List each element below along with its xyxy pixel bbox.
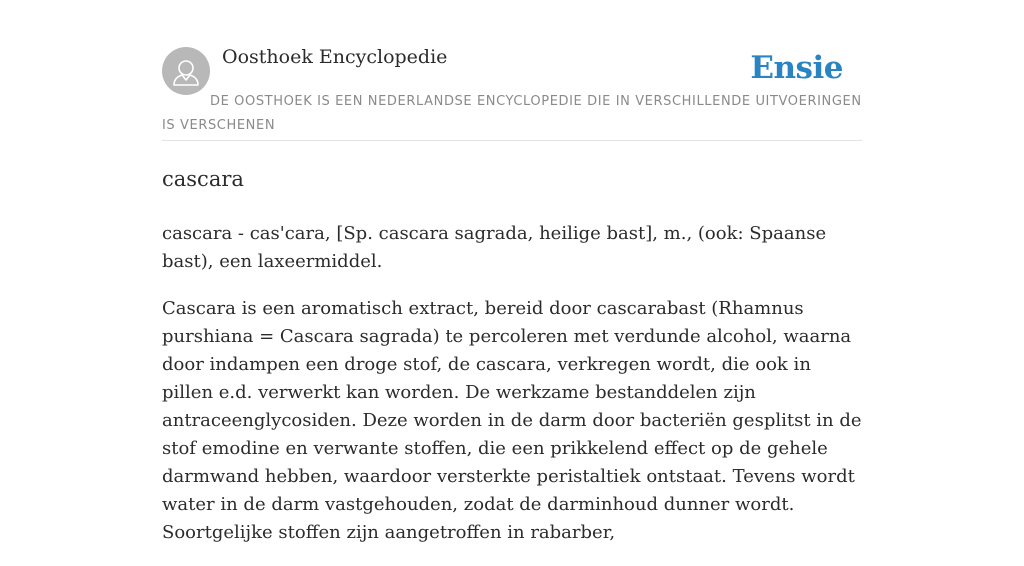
site-header [162, 44, 862, 141]
author-avatar[interactable] [162, 47, 210, 95]
site-name[interactable]: Oosthoek Encyclopedie [222, 46, 448, 68]
brand-logo-link[interactable]: Ensie [750, 50, 843, 86]
site-tagline: DE OOSTHOEK IS EEN NEDERLANDSE ENCYCLOPEDIE DIE IN VERSCHILLENDE UITVOERINGEN IS VERSCHENEN [162, 94, 862, 133]
article-body-paragraph: Cascara is een aromatisch extract, bereid door cascarabast (Rhamnus purshiana = Cascara sagrada) te percoleren met verdunde alcohol, waarna door indampen een droge stof, de cascara, verkregen wordt, die ook in pillen e.d. verwerkt kan worden. De werkzame bestanddelen zijn antraceenglycosiden. Deze worden in de darm door bacteriën gesplitst in de stof emodine en verwante stoffen, die een prikkelend effect op de gehele darmwand hebben, waardoor versterkte peristaltiek ontstaat. Tevens wordt water in de darm vastgehouden, zodat de darminhoud dunner wordt. Soortgelijke stoffen zijn aangetroffen in rabarber, [162, 298, 862, 543]
article [162, 162, 867, 566]
article-title: cascara [162, 167, 244, 191]
user-icon [162, 47, 210, 95]
article-definition: cascara - cas'cara, [Sp. cascara sagrada, heilige bast], m., (ook: Spaanse bast), een laxeermiddel. [162, 223, 827, 272]
